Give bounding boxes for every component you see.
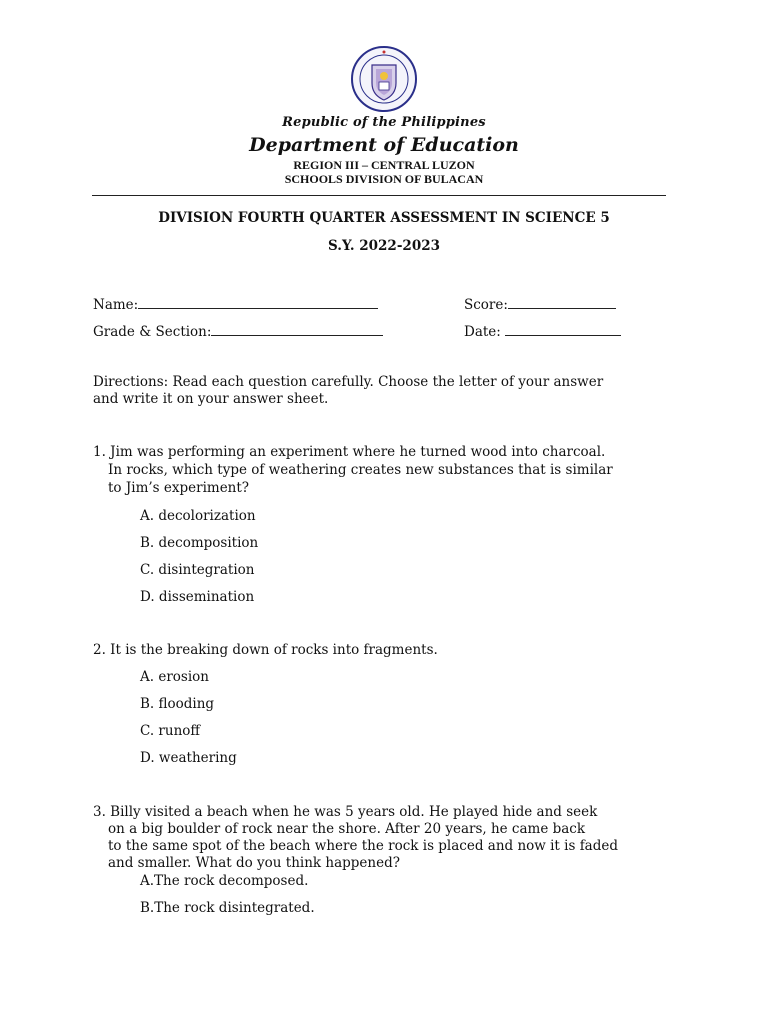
deped-seal-icon	[350, 45, 418, 113]
question-1-line-3: to Jim’s experiment?	[108, 480, 250, 496]
question-3-option-a[interactable]: A.The rock decomposed.	[140, 873, 309, 889]
score-label: Score:	[464, 297, 508, 313]
question-1-option-a[interactable]: A. decolorization	[140, 508, 256, 524]
name-field[interactable]	[93, 294, 378, 313]
question-3-option-b[interactable]: B.The rock disintegrated.	[140, 900, 315, 916]
date-field[interactable]	[464, 321, 621, 340]
score-blank[interactable]	[508, 294, 616, 309]
region-line: REGION III – CENTRAL LUZON	[293, 158, 475, 172]
division-office-line: SCHOOLS DIVISION OF BULACAN	[284, 172, 484, 186]
question-2-option-a[interactable]: A. erosion	[140, 669, 209, 685]
score-field[interactable]	[464, 294, 616, 313]
grade-section-blank[interactable]	[211, 321, 383, 336]
name-blank[interactable]	[138, 294, 378, 309]
assessment-title: DIVISION FOURTH QUARTER ASSESSMENT IN SCIENCE 5	[158, 210, 610, 226]
question-2-line-1: 2. It is the breaking down of rocks into fragments.	[93, 642, 438, 658]
name-label: Name:	[93, 297, 139, 313]
question-1-line-2: In rocks, which type of weathering creates new substances that is similar	[108, 462, 613, 478]
question-2-option-d[interactable]: D. weathering	[140, 750, 237, 766]
school-year: S.Y. 2022-2023	[327, 238, 440, 254]
question-2-option-b[interactable]: B. flooding	[140, 696, 215, 712]
directions-line-1: Directions: Read each question carefully. Choose the letter of your answer	[93, 374, 604, 390]
grade-section-label: Grade & Section:	[93, 324, 212, 340]
directions-line-2: and write it on your answer sheet.	[93, 391, 329, 407]
question-1-option-b[interactable]: B. decomposition	[140, 535, 259, 551]
header-divider	[92, 195, 666, 196]
question-1-line-1: 1. Jim was performing an experiment where he turned wood into charcoal.	[93, 444, 606, 460]
question-1-option-c[interactable]: C. disintegration	[140, 562, 255, 578]
grade-section-field[interactable]	[93, 321, 383, 340]
question-3-line-2: on a big boulder of rock near the shore. After 20 years, he came back	[108, 821, 586, 837]
republic-line: Republic of the Philippines	[282, 115, 486, 130]
department-name: Department of Education	[249, 134, 519, 156]
question-3-line-3: to the same spot of the beach where the rock is placed and now it is faded	[108, 838, 619, 854]
date-blank[interactable]	[505, 321, 621, 336]
question-2-option-c[interactable]: C. runoff	[140, 723, 200, 739]
date-label: Date:	[464, 324, 506, 340]
question-1-option-d[interactable]: D. dissemination	[140, 589, 255, 605]
question-3-line-4: and smaller. What do you think happened?	[108, 855, 400, 871]
question-3-line-1: 3. Billy visited a beach when he was 5 years old. He played hide and seek	[93, 804, 598, 820]
